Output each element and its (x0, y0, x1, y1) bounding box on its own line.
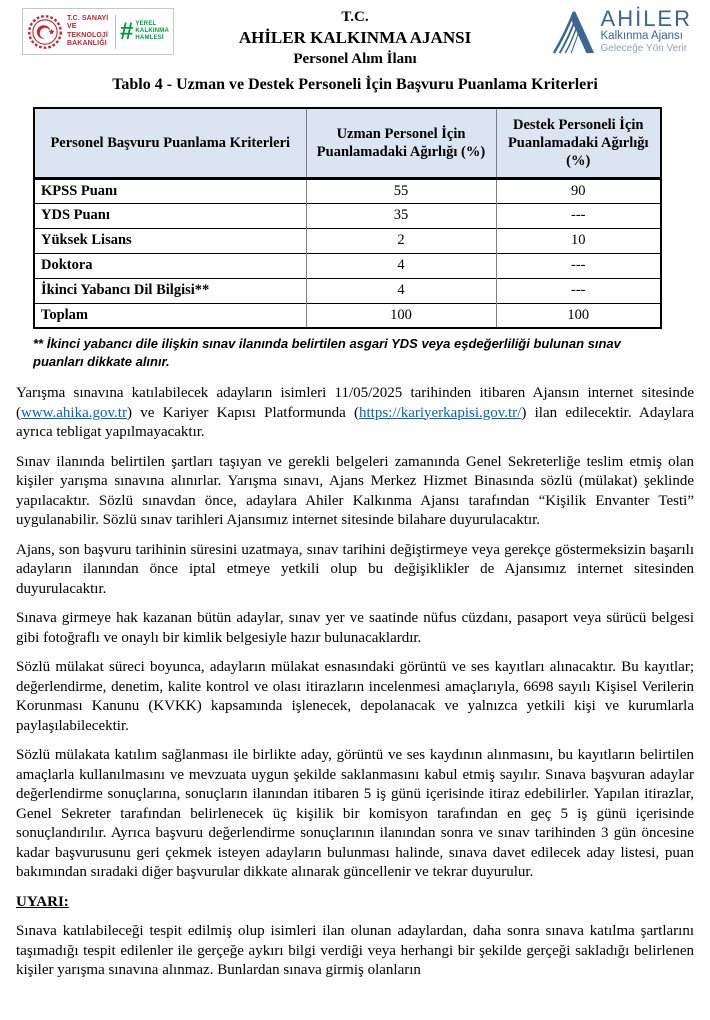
paragraph-agency-rights: Ajans, son başvuru tarihinin süresini uzatmaya, sınav tarihini değiştirmeye veya gerekçe göstermeksizin başarılı adayların ilanından önce iptal etmeye yetkili olup bu değişiklikler de Ajansımız internet sitesinden duyurulacaktır. (16, 541, 694, 597)
uzman-value: 2 (306, 228, 496, 253)
ahiler-a-icon (551, 9, 597, 55)
agency-logo (551, 8, 692, 55)
logo-divider (115, 15, 116, 49)
uzman-value: 4 (306, 278, 496, 303)
destek-value: --- (496, 203, 661, 228)
ministry-emblem-icon (27, 14, 63, 50)
yerel-kalkinma-hamlesi-logo (120, 17, 169, 45)
uzman-value: 35 (306, 203, 496, 228)
ministry-logo (22, 8, 174, 55)
ministry-name (67, 15, 109, 49)
criterion-label: KPSS Puanı (34, 178, 306, 203)
scoring-criteria-table (33, 107, 662, 329)
destek-value: 10 (496, 228, 661, 253)
ahika-link[interactable]: www.ahika.gov.tr (21, 404, 127, 421)
document-body (16, 384, 694, 981)
destek-value: --- (496, 278, 661, 303)
uzman-value: 4 (306, 253, 496, 278)
title-announcement: Personel Alım İlanı (293, 51, 417, 67)
paragraph-announcement: Yarışma sınavına katılabilecek adayların isimleri 11/05/2025 tarihinden itibaren Ajansın internet sitesinde (www.ahika.gov.tr) ve Kariyer Kapısı Platformunda (https://kariyerkapisi.gov.tr/) ilan edilecektir. Adaylara ayrıca tebligat yapılmayacaktır. (16, 385, 694, 440)
agency-logo-tagline: Geleceğe Yön Verir (600, 43, 688, 54)
table-row (34, 203, 661, 228)
uzman-value: 55 (306, 178, 496, 203)
hashtag-caption: YEREL KALKINMA HAMLESİ (135, 21, 169, 41)
ministry-name-line1: T.C. SANAYİ VE (67, 14, 109, 30)
destek-value: --- (496, 253, 661, 278)
criterion-label: YDS Puanı (34, 203, 306, 228)
title-tc: T.C. (341, 9, 369, 25)
column-header-destek: Destek Personeli İçin Puanlamadaki Ağırlığı (%) (496, 108, 661, 178)
paragraph-id-requirement: Sınava girmeye hak kazanan bütün adaylar, sınav yer ve saatinde nüfus cüzdanı, pasaport veya sürücü belgesi gibi fotoğraflı ve onaylı bir kimlik belgesiyle hazır bulunacaklardır. (16, 610, 694, 646)
ministry-name-line2: TEKNOLOJİ BAKANLIĞI (67, 31, 108, 47)
kariyerkapisi-link[interactable]: https://kariyerkapisi.gov.tr/ (359, 404, 522, 421)
agency-logo-sub1: Kalkınma Ajansı (600, 30, 683, 42)
paragraph-warning-text: Sınava katılabileceği tespit edilmiş olup isimleri ilan olunan adaylardan, daha sonra sınava katılma şartlarını taşımadığı tespit edilenler ile gerçeğe aykırı bilgi verdiği veya herhangi bir şekilde gerçeği sakladığı belirlenen kişiler yarışma sınavına alınmaz. Bunlardan sınava girmiş olanların (16, 923, 694, 978)
paragraph-exam-procedure: Sınav ilanında belirtilen şartları taşıyan ve gerekli belgeleri zamanında Genel Sekreterliğe teslim etmiş olan kişiler yarışma sınavına alınırlar. Yarışma sınavı, Ajans Merkez Hizmet Binasında sözlü (mülakat) şeklinde yapılacaktır. Sözlü sınavdan önce, adaylara Ahiler Kalkınma Ajansı tarafından “Kişilik Envanter Testi” uygulanabilir. Sözlü sınav tarihleri Ajansımız internet sitesinde bilahare duyurulacaktır. (16, 453, 694, 528)
table-footnote: ** İkinci yabancı dile ilişkin sınav ilanında belirtilen asgari YDS veya eşdeğerliliği bulunan sınav puanları dikkate alınır. (33, 336, 621, 369)
table-row (34, 278, 661, 303)
paragraph-objection-process: Sözlü mülakata katılım sağlanması ile birlikte aday, görüntü ve ses kaydının alınmasını, bu kayıtların belirtilen amaçlarla kullanılmasını ve mevzuata uygun şekilde saklanmasını kabul etmiş sayılır. Sınava başvuran adaylar değerlendirme sonuçlarına, sonuçların ilanından itibaren 5 iş günü içerisinde itiraz edebilirler. Yapılan itirazlar, Genel Sekreter tarafından belirlenecek üç kişilik bir komisyon tarafından en geç 5 iş günü içerisinde sonuçlandırılır. Ayrıca başvuru değerlendirme sonuçlarının ilanından sonra ve sınav tarihinden 3 gün öncesine kadar başvurusunu geri çekmek isteyen adayların bulunması halinde, sınava davet edilecek aday listesi, puan bakımından sıradaki diğer başvurular dikkate alınarak güncellenir ve tekrar duyurulur. (16, 747, 694, 880)
column-header-criteria: Personel Başvuru Puanlama Kriterleri (34, 108, 306, 178)
criterion-label: İkinci Yabancı Dil Bilgisi** (34, 278, 306, 303)
criterion-label: Yüksek Lisans (34, 228, 306, 253)
table-row (34, 178, 661, 203)
table-row (34, 228, 661, 253)
warning-heading: UYARI: (16, 893, 69, 910)
table-title: Tablo 4 - Uzman ve Destek Personeli İçin Başvuru Puanlama Kriterleri (112, 76, 598, 93)
table-row (34, 303, 661, 328)
table-header-row (34, 108, 661, 178)
hashtag-icon: # (120, 17, 134, 45)
criterion-label: Doktora (34, 253, 306, 278)
page-header (0, 0, 710, 66)
destek-value: 90 (496, 178, 661, 203)
agency-logo-text (601, 8, 692, 55)
destek-value: 100 (496, 303, 661, 328)
uzman-value: 100 (306, 303, 496, 328)
criterion-label: Toplam (34, 303, 306, 328)
column-header-uzman: Uzman Personel İçin Puanlamadaki Ağırlığı (%) (306, 108, 496, 178)
title-agency: AHİLER KALKINMA AJANSI (238, 28, 472, 47)
document-title-block (239, 8, 471, 70)
table-row (34, 253, 661, 278)
agency-logo-name: AHİLER (600, 6, 692, 31)
paragraph-kvkk-recording: Sözlü mülakat süreci boyunca, adayların mülakat esnasındaki görüntü ve ses kayıtları alınacaktır. Bu kayıtlar; değerlendirme, denetim, kalite kontrol ve olası itirazların incelenmesi amaçlarıyla, 6698 sayılı Kişisel Verilerin Korunması Kanunu (KVKK) kapsamında işlenecek, depolanacak ve yalnızca yetkili kişi ve kurumlarla paylaşılabilecektir. (16, 659, 694, 734)
